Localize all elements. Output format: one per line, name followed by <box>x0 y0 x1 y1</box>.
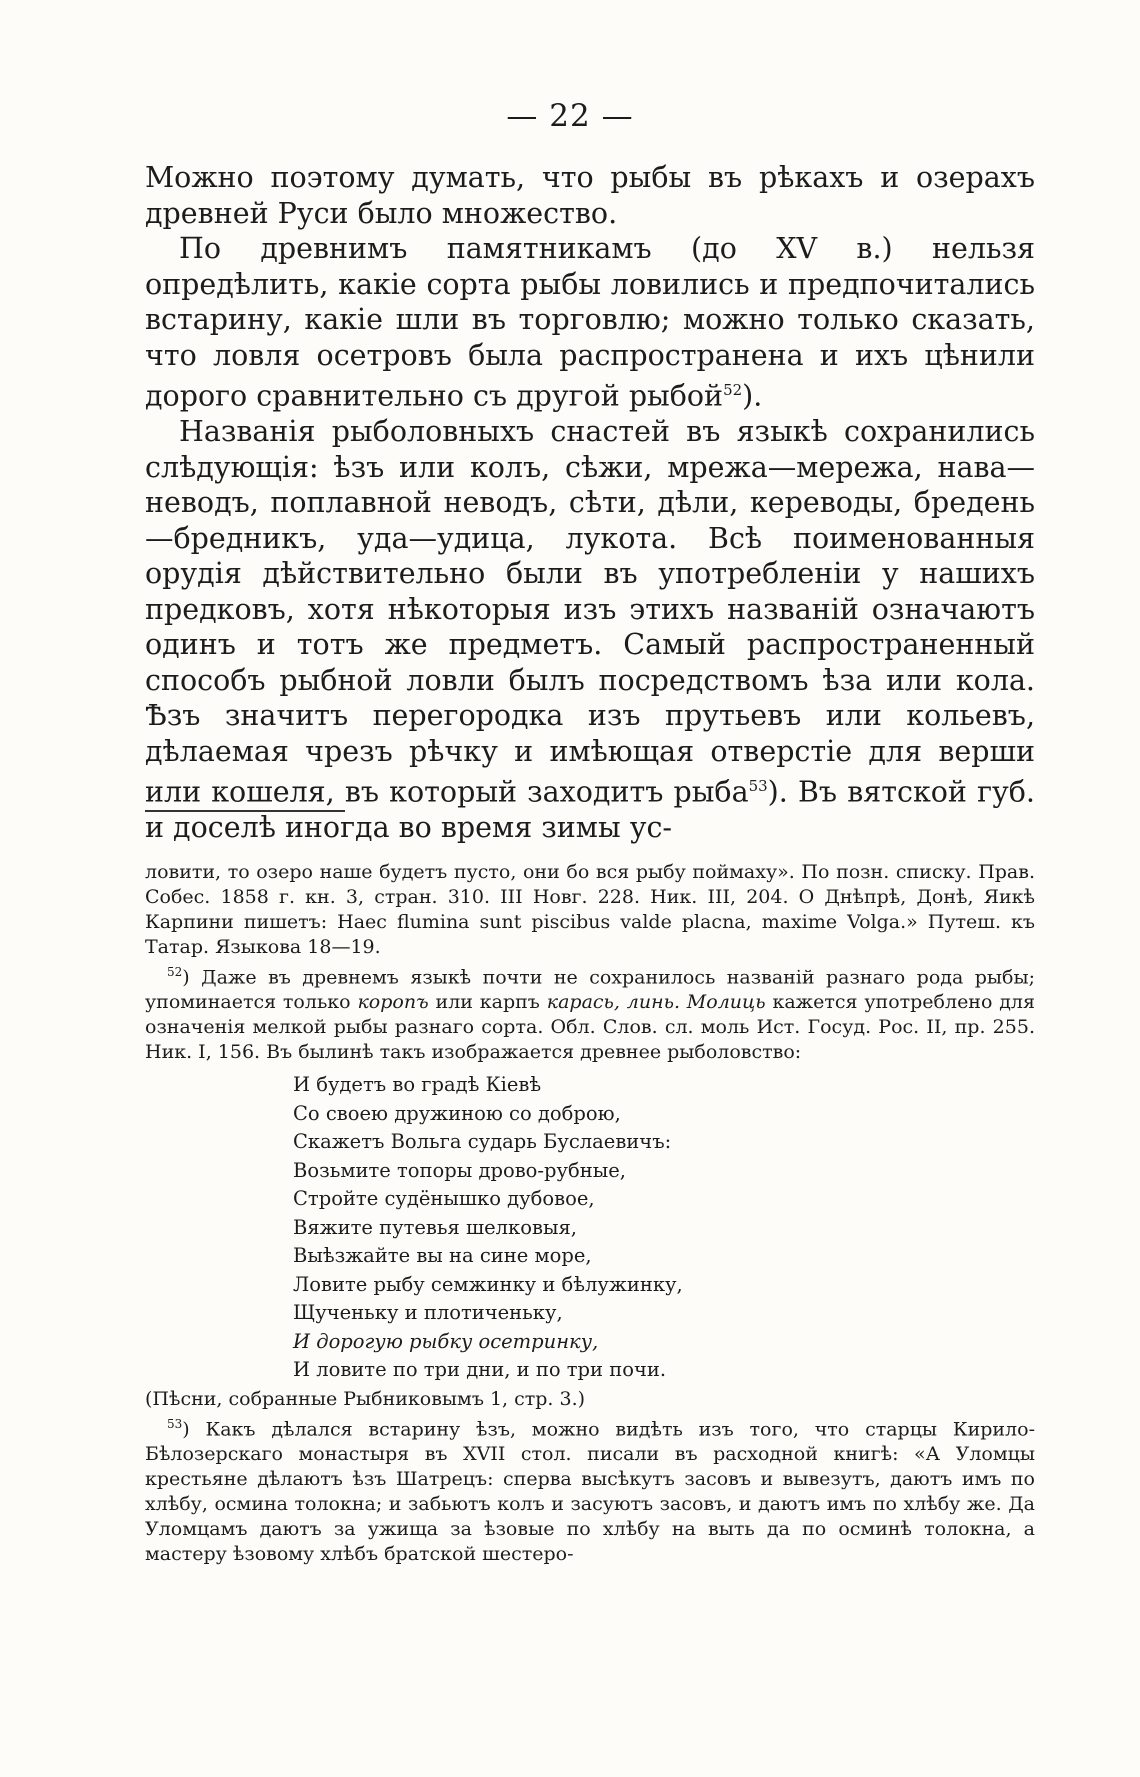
poem-line: Возьмите топоры дрово-рубные, <box>293 1158 626 1182</box>
poem-line: Скажетъ Вольга сударь Буслаевичъ: <box>293 1130 672 1154</box>
footnote-53-mark: 53 <box>167 1416 183 1431</box>
paragraph-2-end: ). <box>742 379 763 413</box>
footnote-52 <box>145 960 1035 1065</box>
byline-poem <box>293 1071 1035 1385</box>
footnote-divider <box>145 810 345 812</box>
footnote-52-text-a: ) Даже въ древнемъ языкѣ почти не сохранилось названій разнаго рода рыбы; упоминается только <box>145 966 1035 1014</box>
paragraph-1: Можно поэтому думать, что рыбы въ рѣкахъ и озерахъ древней Руси было множество. <box>145 161 1035 230</box>
poem-line: И дорогую рыбку осетринку, <box>293 1329 599 1353</box>
footnote-52-italic-1: коропъ <box>357 991 429 1014</box>
footnote-52-italic-2: карась, линь. Молиць <box>546 991 766 1014</box>
footnote-52-text-c: кажется употреблено для означенія мелкой рыбы разнаго сорта. Обл. Слов. сл. моль Ист. Госуд. Рос. II, пр. 255. Ник. I, 156. Въ былинѣ такъ изображается древнее рыболовство: <box>145 991 1035 1064</box>
poem-line: Ловите рыбу семжинку и бѣлужинку, <box>293 1272 683 1296</box>
poem-line: Выѣзжайте вы на сине море, <box>293 1244 592 1268</box>
footnote-ref-52[interactable]: 52 <box>723 381 743 399</box>
poem-line: Стройте судёнышко дубовое, <box>293 1187 595 1211</box>
footnotes <box>145 860 1035 1567</box>
paragraph-3-end: ). Въ вятской губ. и доселѣ иногда во время зимы ус- <box>145 775 1035 844</box>
footnote-53 <box>145 1412 1035 1567</box>
poem-line: Щученьку и плотиченьку, <box>293 1301 563 1325</box>
poem-line: Со своею дружиною со доброю, <box>293 1101 621 1125</box>
paragraph-2 <box>145 231 1035 414</box>
poem-line: И будетъ во градѣ Кіевѣ <box>293 1073 542 1097</box>
poem-line: И ловите по три дни, и по три почи. <box>293 1358 667 1382</box>
page-number: — 22 — <box>506 98 634 134</box>
main-text <box>145 160 1035 846</box>
poem-source: (Пѣсни, собранные Рыбниковымъ 1, стр. 3.) <box>145 1387 586 1410</box>
footnote-continuation: ловити, то озеро наше будетъ пусто, они бо вся рыбу поймаху». По позн. списку. Прав. Собес. 1858 г. кн. 3, стран. 310. III Новг. 228. Ник. III, 204. О Днѣпрѣ, Донѣ, Яикѣ Карпини пишетъ: Haec flumina sunt piscibus valde placna, maxime Volga.» Путеш. къ Татар. Языкова 18—19. <box>145 861 1035 958</box>
poem-line: Вяжите путевья шелковыя, <box>293 1215 577 1239</box>
paragraph-2-text: По древнимъ памятникамъ (до XV в.) нельзя опредѣлить, какіе сорта рыбы ловились и предпочитались встарину, какіе шли въ торговлю; можно только сказать, что ловля осетровъ была распространена и ихъ цѣнили дорого сравнительно съ другой рыбой <box>145 232 1035 413</box>
paragraph-3 <box>145 414 1035 846</box>
footnote-53-text: ) Какъ дѣлался встарину ѣзъ, можно видѣть изъ того, что старцы Кирило-Бѣлозерскаго монастыря въ XVII стол. писали въ расходной книгѣ: «А Уломцы крестьяне дѣлаютъ ѣзъ Шатрецъ: сперва высѣкутъ засовъ и вывезутъ, даютъ имъ по хлѣбу, осмина толокна; и забьютъ колъ и засуютъ засовъ, и даютъ имъ по хлѣбу же. Да Уломцамъ даютъ за ужища за ѣзовые по хлѣбу на выть да по осминѣ толокна, а мастеру ѣзовому хлѣбъ братской шестеро- <box>145 1418 1035 1566</box>
footnote-ref-53[interactable]: 53 <box>748 777 768 795</box>
footnote-52-mark: 52 <box>167 965 183 979</box>
footnote-52-text-b: или карпъ <box>428 991 547 1014</box>
paragraph-3-text: Названія рыболовныхъ снастей въ языкѣ сохранились слѣдующія: ѣзъ или колъ, сѣжи, мрежа—мережа, нава—неводъ, поплавной неводъ, сѣти, дѣли, кереводы, бредень—бредникъ, уда—удица, лукота. Всѣ поименованныя орудія дѣйствительно были въ употребленіи у нашихъ предковъ, хотя нѣкоторыя изъ этихъ названій означаютъ одинъ и тотъ же предметъ. Самый распространенный способъ рыбной ловли былъ посредствомъ ѣза или кола. Ѣзъ значитъ перегородка изъ прутьевъ или кольевъ, дѣлаемая чрезъ рѣчку и имѣющая отверстіе для верши или кошеля, въ который заходитъ рыба <box>145 415 1035 809</box>
